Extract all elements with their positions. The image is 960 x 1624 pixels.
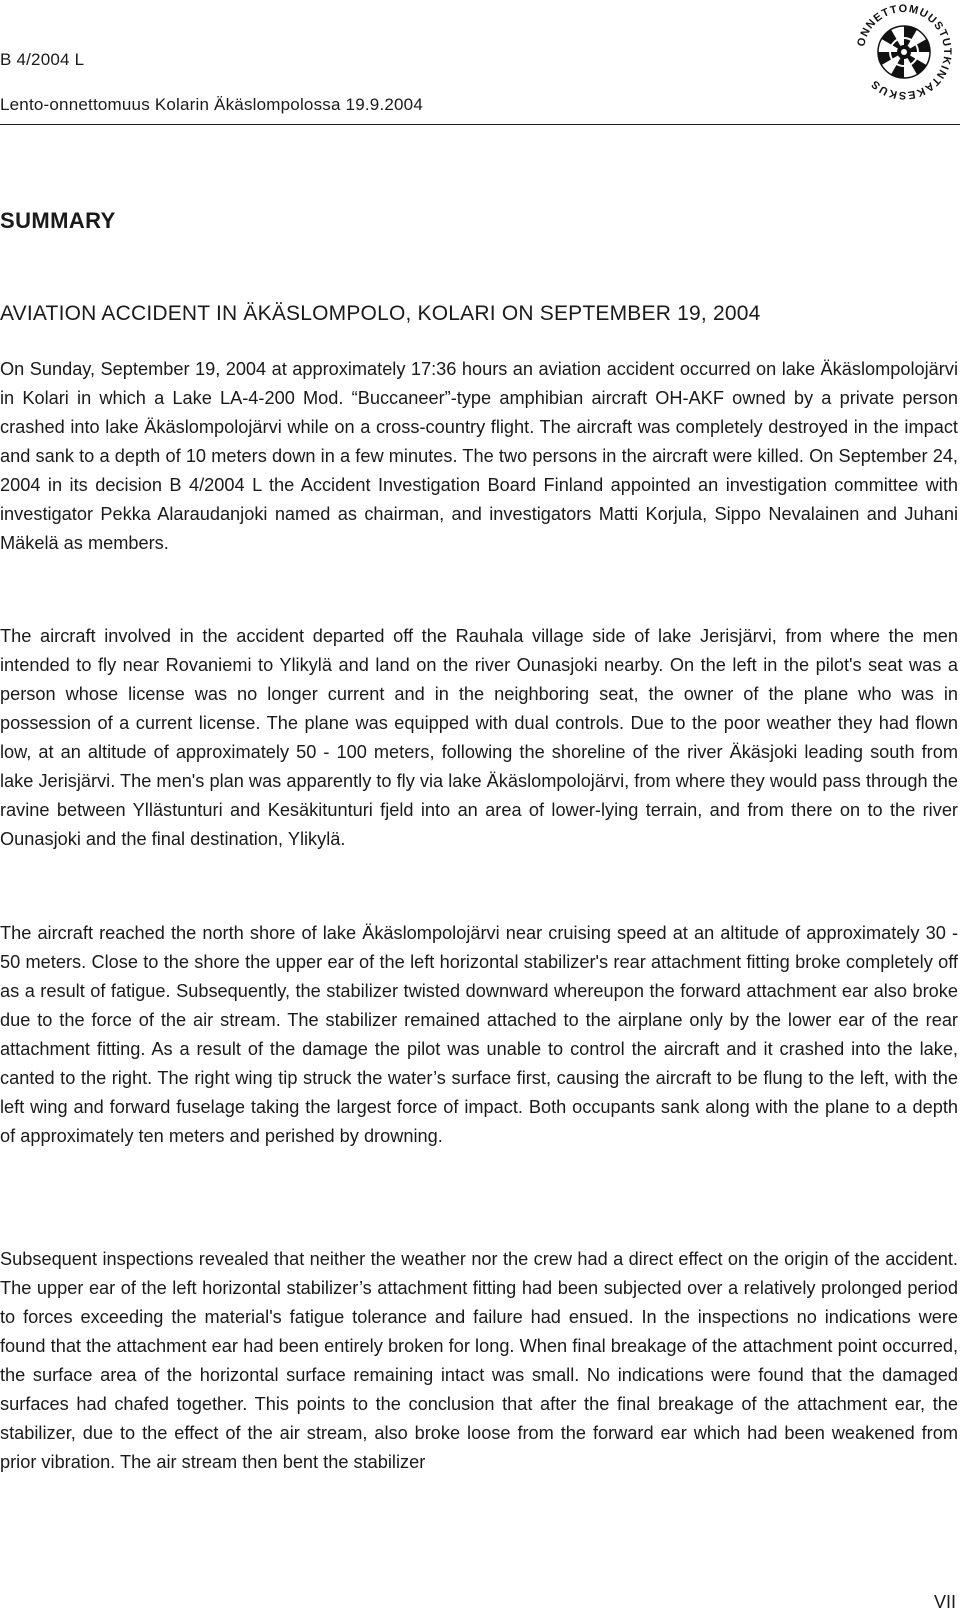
- report-title: Lento-onnettomuus Kolarin Äkäslompolossa 19.9.2004: [0, 95, 423, 114]
- paragraph-overview: On Sunday, September 19, 2004 at approximately 17:36 hours an aviation accident occurred on lake Äkäslompolojärvi in Kolari in which a Lake LA-4-200 Mod. “Buccaneer”-type amphibian aircraft OH-AKF owned by a private person crashed into lake Äkäslompolojärvi while on a cross-country flight. The aircraft was completely destroyed in the impact and sank to a depth of 10 meters down in a few minutes. The two persons in the aircraft were killed. On September 24, 2004 in its decision B 4/2004 L the Accident Investigation Board Finland appointed an investigation committee with investigator Pekka Alaraudanjoki named as chairman, and investigators Matti Korjula, Sippo Nevalainen and Juhani Mäkelä as members.: [0, 359, 958, 553]
- summary-heading: SUMMARY: [0, 208, 116, 233]
- header-divider: [0, 124, 960, 125]
- paragraph-inspection-findings: Subsequent inspections revealed that neither the weather nor the crew had a direct effect on the origin of the accident. The upper ear of the left horizontal stabilizer’s attachment fitting had been subjected over a relatively prolonged period to forces exceeding the material's fatigue tolerance and failure had ensued. In the inspections no indications were found that the attachment ear had been entirely broken for long. When final breakage of the attachment point occurred, the surface area of the horizontal surface remaining intact was small. No indications were found that the damaged surfaces had chafed together. This points to the conclusion that after the final breakage of the attachment ear, the stabilizer, due to the effect of the air stream, also broke loose from the forward ear which had been weakened from prior vibration. The air stream then bent the stabilizer: [0, 1249, 958, 1472]
- paragraph-crash-sequence: The aircraft reached the north shore of lake Äkäslompolojärvi near cruising speed at an altitude of approximately 30 - 50 meters. Close to the shore the upper ear of the left horizontal stabilizer's rear attachment fitting broke completely off as a result of fatigue. Subsequently, the stabilizer twisted downward whereupon the forward attachment ear also broke due to the force of the air stream. The stabilizer remained attached to the airplane only by the lower ear of the rear attachment fitting. As a result of the damage the pilot was unable to control the aircraft and it crashed into the lake, canted to the right. The right wing tip struck the water’s surface first, causing the aircraft to be flung to the left, with the left wing and forward fuselage taking the largest force of impact. Both occupants sank along with the plane to a depth of approximately ten meters and perished by drowning.: [0, 923, 958, 1146]
- report-reference: B 4/2004 L: [0, 50, 85, 69]
- swirl-seal-icon: [854, 2, 954, 102]
- board-logo: [854, 2, 954, 102]
- accident-title: AVIATION ACCIDENT IN ÄKÄSLOMPOLO, KOLARI ON SEPTEMBER 19, 2004: [0, 302, 761, 325]
- page-number: VII: [933, 1592, 956, 1612]
- logo-ring-text: ONNETTOMUUSTUTKINTAKESKUS: [855, 2, 954, 102]
- paragraph-flight-route: The aircraft involved in the accident departed off the Rauhala village side of lake Jerisjärvi, from where the men intended to fly near Rovaniemi to Ylikylä and land on the river Ounasjoki nearby. On the left in the pilot's seat was a person whose license was no longer current and in the neighboring seat, the owner of the plane who was in possession of a current license. The plane was equipped with dual controls. Due to the poor weather they had flown low, at an altitude of approximately 50 - 100 meters, following the shoreline of the river Äkäsjoki leading south from lake Jerisjärvi. The men's plan was apparently to fly via lake Äkäslompolojärvi, from where they would pass through the ravine between Yllästunturi and Kesäkitunturi fjeld into an area of lower-lying terrain, and from there on to the river Ounasjoki and the final destination, Ylikylä.: [0, 626, 958, 849]
